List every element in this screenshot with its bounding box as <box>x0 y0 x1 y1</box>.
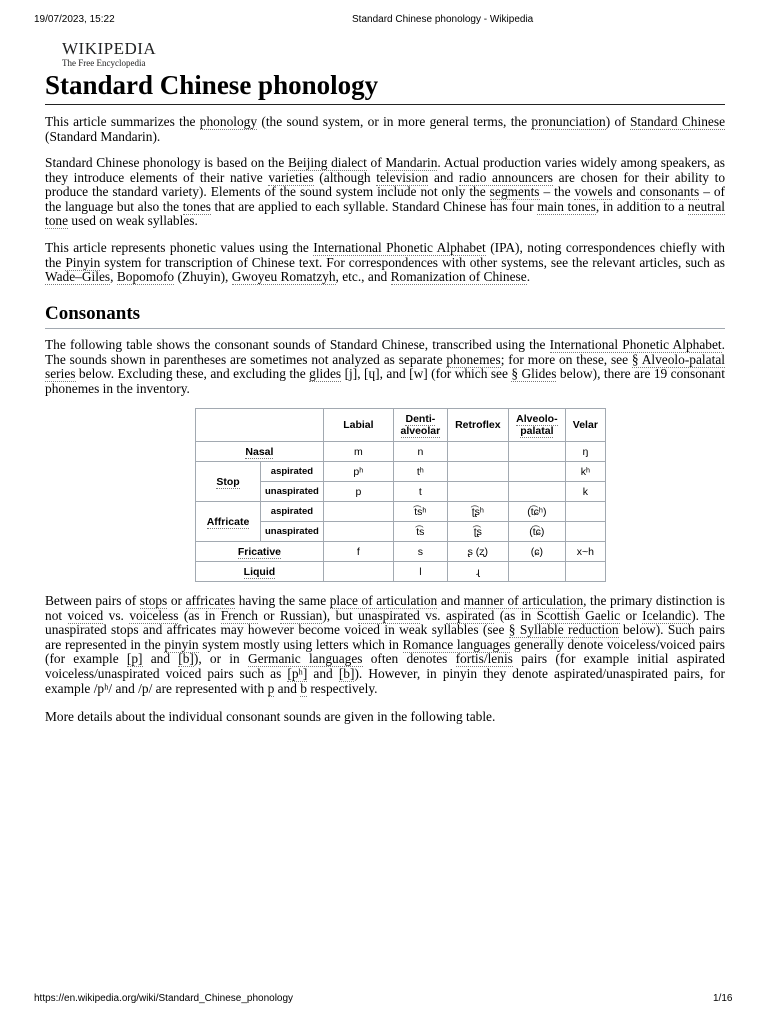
table-corner-cell <box>196 409 324 442</box>
table-cell: f <box>323 542 393 562</box>
table-cell: s <box>393 542 447 562</box>
inline-link[interactable]: Romance languages <box>402 636 511 652</box>
column-header: Labial <box>323 409 393 442</box>
inline-link[interactable]: pronunciation <box>531 114 606 129</box>
inline-link[interactable]: [p] <box>126 651 143 667</box>
inline-link[interactable]: Icelandic <box>642 607 692 623</box>
column-header: Alveolo-palatal <box>508 409 565 442</box>
inline-link[interactable]: International Phonetic Alphabet <box>313 240 486 255</box>
table-cell: ʈ͡ʂʰ <box>447 502 508 522</box>
table-cell: t <box>393 482 447 502</box>
inline-link[interactable]: radio announcers <box>458 169 554 185</box>
table-cell <box>447 462 508 482</box>
row-header-nasal: Nasal <box>196 442 324 462</box>
table-cell <box>447 442 508 462</box>
table-cell: pʰ <box>323 462 393 482</box>
print-url: https://en.wikipedia.org/wiki/Standard_Chinese_phonology <box>34 993 294 1004</box>
print-datetime: 19/07/2023, 15:22 <box>34 14 115 25</box>
row-subheader-unaspirated: unaspirated <box>261 482 324 502</box>
print-page-title: Standard Chinese phonology - Wikipedia <box>352 14 534 25</box>
inline-link[interactable]: neutral tone <box>45 198 725 229</box>
inline-link[interactable]: voiced <box>67 607 104 623</box>
table-cell: ŋ <box>565 442 605 462</box>
table-cell: (t͡ɕʰ) <box>508 502 565 522</box>
table-cell: (ɕ) <box>508 542 565 562</box>
table-cell <box>323 522 393 542</box>
inline-link[interactable]: International Phonetic Alphabet <box>549 337 722 352</box>
table-cell <box>565 562 605 582</box>
table-cell: ɻ <box>447 562 508 582</box>
table-cell: tʰ <box>393 462 447 482</box>
consonants-paragraph-1: The following table shows the consonant sounds of Standard Chinese, transcribed using the International Phonetic Alphabet. The sounds shown in parentheses are sometimes not analyzed as separate phonemes; for more on these, see § Alveolo-palatal series below. Excluding these, and excluding the glides [j], [ɥ], and [w] (for which see § Glides below), there are 19 consonant phonemes in the inventory. <box>45 337 726 396</box>
column-header: Denti-alveolar <box>393 409 447 442</box>
inline-link[interactable]: p <box>267 680 275 696</box>
row-subheader-aspirated: aspirated <box>261 502 324 522</box>
inline-link[interactable]: voiceless <box>129 607 179 623</box>
inline-link[interactable]: [b] <box>338 665 355 681</box>
table-cell: ʂ (ʐ) <box>447 542 508 562</box>
inline-link[interactable]: [pʰ] <box>287 665 308 681</box>
inline-link[interactable]: phonology <box>199 114 258 129</box>
inline-link[interactable]: main tones <box>537 198 596 214</box>
table-cell <box>508 442 565 462</box>
inline-link[interactable]: phonemes <box>446 351 501 367</box>
inline-link[interactable]: place of articulation <box>329 593 438 608</box>
table-cell <box>447 482 508 502</box>
section-heading-consonants: Consonants <box>45 301 725 329</box>
inline-link[interactable]: varieties <box>268 169 314 185</box>
inline-link[interactable]: b <box>300 680 307 696</box>
inline-link[interactable]: § Alveolo-palatal series <box>45 351 725 382</box>
inline-link[interactable]: Bopomofo <box>116 269 175 285</box>
row-subheader-aspirated: aspirated <box>261 462 324 482</box>
inline-link[interactable]: vowels <box>574 184 613 200</box>
inline-link[interactable]: stops <box>139 593 168 608</box>
column-header: Velar <box>565 409 605 442</box>
inline-link[interactable]: Russian <box>279 607 323 623</box>
row-header-fricative: Fricative <box>196 542 324 562</box>
inline-link[interactable]: Wade–Giles <box>45 269 111 285</box>
table-cell: m <box>323 442 393 462</box>
inline-link[interactable]: Beijing dialect <box>288 155 367 170</box>
inline-link[interactable]: segments <box>489 184 540 200</box>
consonants-paragraph-2: Between pairs of stops or affricates having the same place of articulation and manner of articulation, the primary distinction is not voiced vs. voiceless (as in French or Russian), but unaspirated vs. aspirated (as in Scottish Gaelic or Icelandic). The unaspirated stops and affricates may however become voiced in weak syllables (see § Syllable reduction below). Such pairs are represented in the pinyin system mostly using letters which in Romance languages generally denote voiceless/voiced pairs (for example [p] and [b]), or in Germanic languages often denotes fortis/lenis pairs (for example initial aspirated voiceless/unaspirated voiced pairs such as [pʰ] and [b]). However, in pinyin they denote aspirated/unaspirated pairs, for example /pʰ/ and /p/ are represented with p and b respectively. <box>45 593 726 696</box>
table-cell <box>508 482 565 502</box>
inline-link[interactable]: television <box>376 169 429 185</box>
row-subheader-unaspirated: unaspirated <box>261 522 324 542</box>
inline-link[interactable]: Mandarin <box>385 155 438 170</box>
logo-tagline: The Free Encyclopedia <box>62 58 146 68</box>
table-cell <box>565 522 605 542</box>
inline-link[interactable]: Germanic languages <box>247 651 363 667</box>
table-cell: ʈ͡ʂ <box>447 522 508 542</box>
inline-link[interactable]: aspirated <box>445 607 495 623</box>
inline-link[interactable]: Scottish Gaelic <box>536 607 621 623</box>
table-cell <box>508 562 565 582</box>
table-cell <box>565 502 605 522</box>
table-cell: (t͡ɕ) <box>508 522 565 542</box>
print-page-number: 1/16 <box>713 993 733 1004</box>
page-title: Standard Chinese phonology <box>45 68 725 105</box>
table-cell <box>323 502 393 522</box>
table-cell <box>508 462 565 482</box>
logo-wordmark: WIKIPEDIA <box>62 39 157 58</box>
row-header-liquid: Liquid <box>196 562 324 582</box>
inline-link[interactable]: Standard Chinese <box>629 114 726 129</box>
wikipedia-logo[interactable] <box>62 40 156 68</box>
inline-link[interactable]: Gwoyeu Romatzyh <box>231 269 336 285</box>
inline-link[interactable]: affricates <box>185 593 236 608</box>
table-cell: l <box>393 562 447 582</box>
row-header-affricate: Affricate <box>196 502 261 542</box>
inline-link[interactable]: pinyin <box>164 636 199 652</box>
table-cell: x~h <box>565 542 605 562</box>
inline-link[interactable]: Romanization of Chinese <box>390 269 527 285</box>
table-cell: n <box>393 442 447 462</box>
row-header-stop: Stop <box>196 462 261 502</box>
intro-paragraph-3: This article represents phonetic values using the International Phonetic Alphabet (IPA), noting correspondences chiefly with the Pinyin system for transcription of Chinese text. For correspondences with other systems, see the relevant articles, such as Wade–Giles, Bopomofo (Zhuyin), Gwoyeu Romatzyh, etc., and Romanization of Chinese. <box>45 240 726 285</box>
consonant-table <box>195 408 606 582</box>
inline-link[interactable]: glides <box>309 366 342 382</box>
intro-paragraph-1: This article summarizes the phonology (the sound system, or in more general terms, the pronunciation) of Standard Chinese (Standard Mandarin). <box>45 114 726 144</box>
inline-link[interactable]: § Glides <box>511 366 557 382</box>
table-cell <box>323 562 393 582</box>
inline-link[interactable]: French <box>220 607 258 623</box>
inline-link[interactable]: § Syllable reduction <box>508 622 619 638</box>
inline-link[interactable]: manner of articulation <box>463 593 584 608</box>
intro-paragraph-2: Standard Chinese phonology is based on the Beijing dialect of Mandarin. Actual production varies widely among speakers, as they introduce elements of their native varieties (although television and radio announcers are chosen for their ability to produce the standard variety). Elements of the sound system include not only the segments – the vowels and consonants – of the language but also the tones that are applied to each syllable. Standard Chinese has four main tones, in addition to a neutral tone used on weak syllables. <box>45 155 726 229</box>
column-header: Retroflex <box>447 409 508 442</box>
inline-link[interactable]: unaspirated <box>358 607 420 623</box>
inline-link[interactable]: [b] <box>178 651 194 667</box>
table-cell: t͡sʰ <box>393 502 447 522</box>
inline-link[interactable]: tones <box>182 198 211 214</box>
table-cell: kʰ <box>565 462 605 482</box>
table-cell: t͡s <box>393 522 447 542</box>
table-cell: k <box>565 482 605 502</box>
consonants-paragraph-3: More details about the individual consonant sounds are given in the following table. <box>45 709 496 724</box>
table-cell: p <box>323 482 393 502</box>
inline-link[interactable]: Pinyin <box>65 254 101 270</box>
inline-link[interactable]: consonants <box>639 184 700 200</box>
inline-link[interactable]: fortis/lenis <box>455 651 513 667</box>
